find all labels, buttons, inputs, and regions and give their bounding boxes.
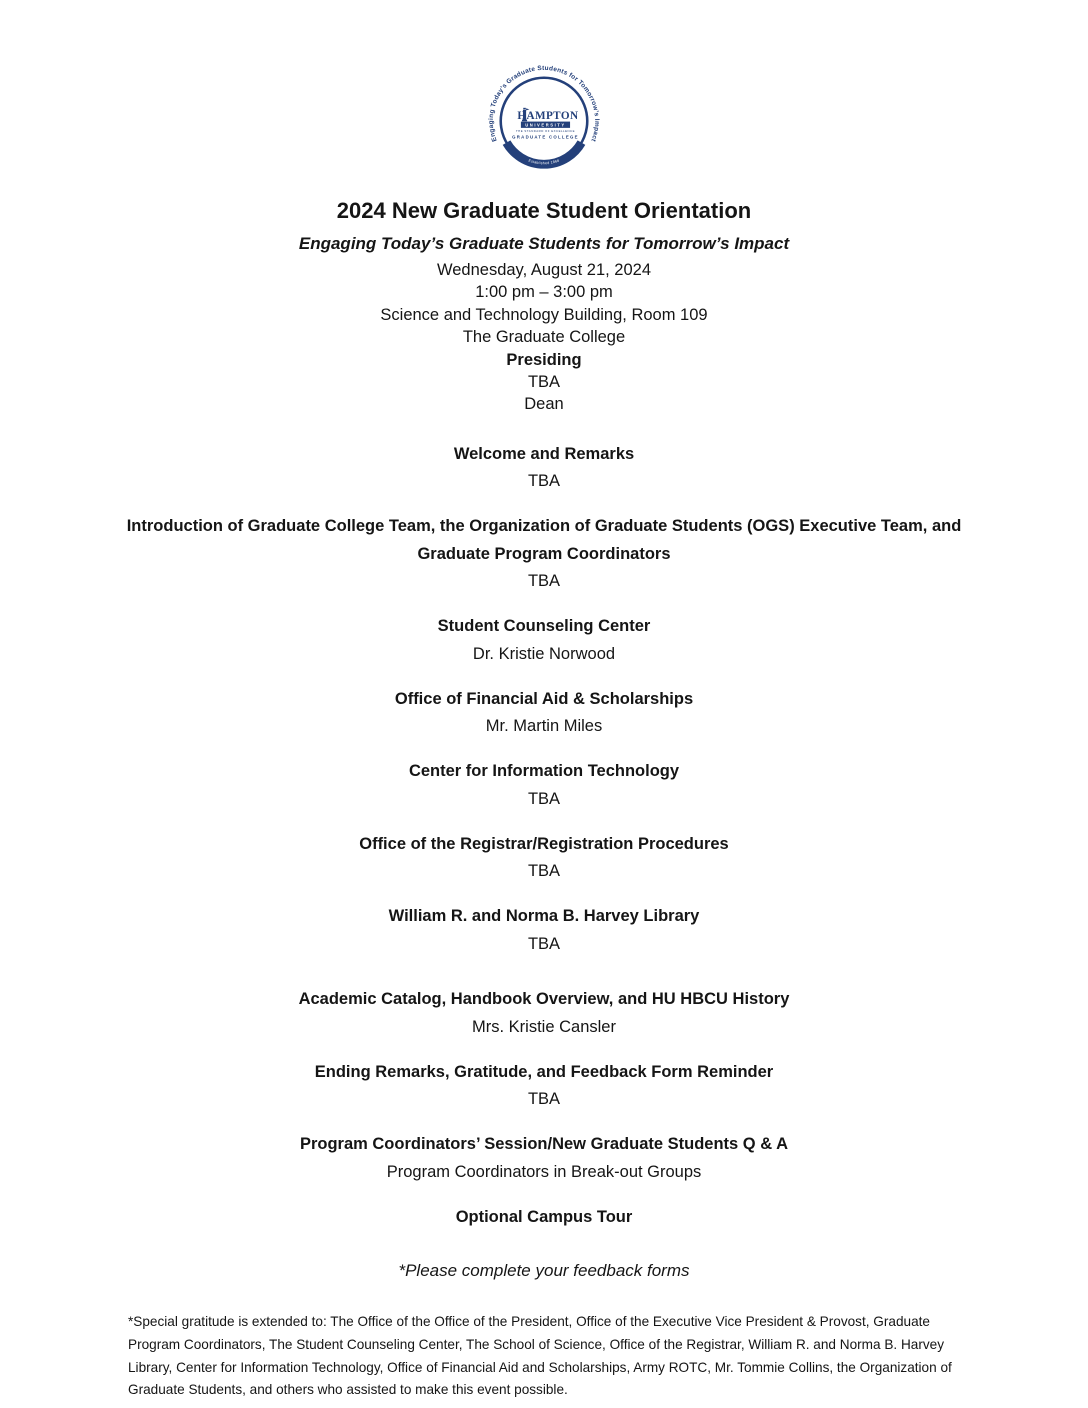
event-location: Science and Technology Building, Room 109 (380, 305, 708, 324)
agenda-item-title: Center for Information Technology (408, 762, 680, 781)
agenda-item-title: Introduction of Graduate College Team, the Organization of Graduate Students (OGS) Executive Team, and Graduate Program Coordinators (126, 517, 962, 563)
presiding-role: Dean (524, 395, 564, 414)
event-organization: The Graduate College (462, 328, 626, 347)
agenda-item-title: Academic Catalog, Handbook Overview, and HU HBCU History (298, 990, 790, 1009)
agenda-item (108, 986, 980, 1041)
agenda-item (108, 513, 980, 596)
seal-hampton-text: HAMPTON (517, 110, 579, 123)
agenda-item (108, 758, 980, 813)
agenda-item-title: Office of the Registrar/Registration Procedures (359, 834, 729, 853)
event-title: 2024 New Graduate Student Orientation (336, 198, 752, 223)
event-tagline: Engaging Today’s Graduate Students for Tomorrow’s Impact (298, 234, 790, 253)
agenda-item-title: Welcome and Remarks (453, 444, 635, 463)
agenda-item (108, 686, 980, 741)
agenda-item (108, 1204, 980, 1232)
gratitude-footer: *Special gratitude is extended to: The Office of the Office of the President, Office of the Executive Vice President & Provost, Graduate Program Coordinators, The Student Counseling Center, The School of Science, Office of the Registrar, William R. and Norma B. Harvey Library, Center for Information Technology, Office of Financial Aid and Scholarships, Army ROTC, Mr. Tommie Collins, the Organization of Graduate Students, and others who assisted to make this event possible. (128, 1314, 952, 1398)
agenda-item-presenter: Dr. Kristie Norwood (472, 644, 616, 663)
agenda-list (108, 441, 980, 1232)
seal-motto-text: THE STANDARD OF EXCELLENCE (515, 129, 575, 134)
agenda-item-title: Program Coordinators’ Session/New Graduate Students Q & A (299, 1135, 789, 1154)
agenda-item-presenter: TBA (527, 789, 561, 808)
agenda-item (108, 831, 980, 886)
event-time: 1:00 pm – 3:00 pm (475, 283, 613, 302)
logo-row (0, 62, 1088, 180)
seal-college-text: GRADUATE COLLEGE (512, 134, 579, 140)
presiding-label: Presiding (506, 350, 582, 369)
agenda-item (108, 1131, 980, 1186)
agenda-item-title: William R. and Norma B. Harvey Library (388, 907, 700, 926)
agenda-item-presenter: TBA (527, 862, 561, 881)
agenda-item (108, 1059, 980, 1114)
agenda-item-presenter: Mrs. Kristie Cansler (472, 1017, 616, 1036)
presiding-name: TBA (527, 373, 561, 392)
seal-university-text: UNIVERSITY (525, 122, 566, 128)
agenda-item-title: Office of Financial Aid & Scholarships (394, 689, 694, 708)
agenda-item-presenter: TBA (527, 934, 561, 953)
seal-ring-text: Engaging Today’s Graduate Students for Tomorrow’s Impact (487, 64, 601, 143)
agenda-item-title: Ending Remarks, Gratitude, and Feedback Form Reminder (314, 1062, 774, 1081)
agenda-item-title: Optional Campus Tour (455, 1207, 633, 1226)
agenda-item-presenter: TBA (527, 572, 561, 591)
agenda-item (108, 903, 980, 958)
agenda-item (108, 441, 980, 496)
seal-established-text: Established 1868 (527, 158, 561, 166)
agenda-item-presenter: TBA (527, 472, 561, 491)
agenda-item-title: Student Counseling Center (437, 617, 651, 636)
agenda-item (108, 613, 980, 668)
hampton-graduate-college-seal (485, 62, 603, 180)
feedback-note: *Please complete your feedback forms (398, 1261, 690, 1281)
agenda-item-presenter: Mr. Martin Miles (485, 717, 603, 736)
agenda-item-presenter: Program Coordinators in Break-out Groups (386, 1162, 702, 1181)
event-header (0, 196, 1088, 416)
event-date: Wednesday, August 21, 2024 (436, 261, 652, 279)
agenda-item-presenter: TBA (527, 1090, 561, 1109)
